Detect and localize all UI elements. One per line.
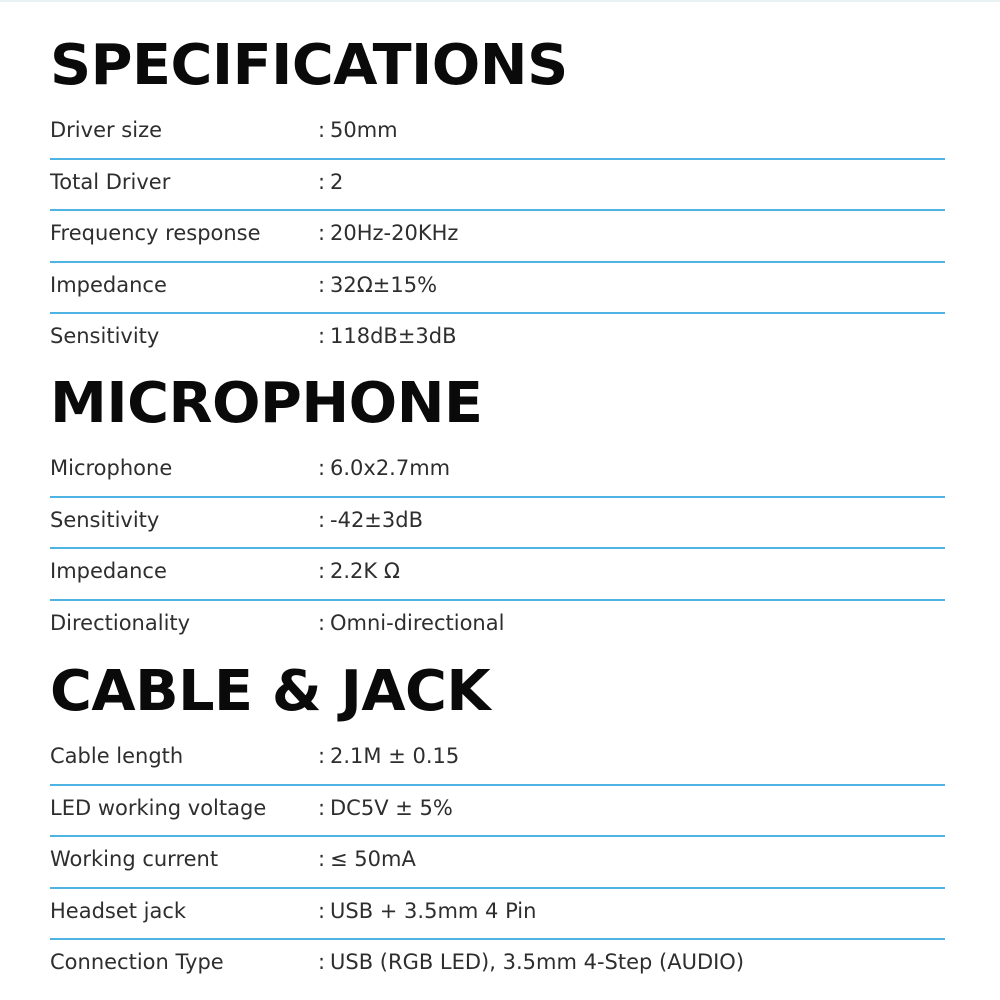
- top-divider: [0, 0, 1000, 2]
- spec-value: 2: [330, 169, 344, 194]
- spec-list: [50, 108, 945, 364]
- spec-row-mic-sensitivity: [50, 498, 945, 550]
- spec-list: [50, 734, 945, 990]
- spec-value: -42±3dB: [330, 507, 423, 532]
- section-title-cable-jack: CABLE & JACK: [50, 659, 491, 724]
- spec-separator: :: [318, 898, 326, 923]
- spec-separator: :: [318, 118, 326, 142]
- spec-row-directionality: [50, 601, 945, 651]
- spec-value: DC5V ± 5%: [330, 795, 453, 820]
- spec-label: Total Driver: [50, 169, 171, 194]
- spec-separator: :: [318, 847, 326, 871]
- spec-separator: :: [318, 744, 326, 768]
- spec-separator: :: [318, 456, 326, 480]
- spec-separator: :: [318, 559, 326, 583]
- section-title-microphone: MICROPHONE: [50, 371, 483, 436]
- spec-value: USB + 3.5mm 4 Pin: [330, 898, 537, 923]
- spec-row-total-driver: [50, 160, 945, 212]
- spec-value: ≤ 50mA: [330, 847, 416, 871]
- spec-row-sensitivity: [50, 314, 945, 364]
- section-title-specifications: SPECIFICATIONS: [50, 33, 568, 98]
- spec-row-working-current: [50, 837, 945, 889]
- spec-separator: :: [318, 795, 326, 820]
- spec-separator: :: [318, 169, 326, 194]
- spec-label: Microphone: [50, 456, 173, 480]
- spec-label: Driver size: [50, 118, 163, 142]
- spec-separator: :: [318, 507, 326, 532]
- spec-separator: :: [318, 272, 326, 297]
- spec-label: Working current: [50, 847, 219, 871]
- spec-row-led-voltage: [50, 786, 945, 838]
- spec-label: Sensitivity: [50, 324, 160, 348]
- spec-value: 2.1M ± 0.15: [330, 744, 460, 768]
- spec-value: Omni-directional: [330, 610, 505, 635]
- spec-separator: :: [318, 324, 326, 348]
- spec-label: Connection Type: [50, 950, 224, 974]
- spec-separator: :: [318, 610, 326, 635]
- spec-value: 6.0x2.7mm: [330, 456, 451, 480]
- spec-row-impedance: [50, 263, 945, 315]
- spec-list: [50, 446, 945, 650]
- spec-row-headset-jack: [50, 889, 945, 941]
- spec-value: 20Hz-20KHz: [330, 221, 459, 245]
- spec-label: LED working voltage: [50, 795, 267, 820]
- spec-separator: :: [318, 950, 326, 974]
- spec-value: 50mm: [330, 118, 398, 142]
- spec-row-driver-size: [50, 108, 945, 160]
- spec-label: Headset jack: [50, 898, 187, 923]
- spec-value: 2.2K Ω: [330, 559, 400, 583]
- spec-label: Impedance: [50, 272, 167, 297]
- spec-value: 118dB±3dB: [330, 324, 457, 348]
- spec-value: 32Ω±15%: [330, 272, 438, 297]
- spec-separator: :: [318, 221, 326, 245]
- cable-jack-section: [50, 659, 945, 990]
- microphone-section: [50, 371, 945, 650]
- spec-row-mic-impedance: [50, 549, 945, 601]
- spec-label: Directionality: [50, 610, 191, 635]
- spec-label: Cable length: [50, 744, 184, 768]
- spec-label: Impedance: [50, 559, 167, 583]
- spec-row-cable-length: [50, 734, 945, 786]
- spec-row-connection-type: [50, 940, 945, 990]
- spec-label: Sensitivity: [50, 507, 160, 532]
- spec-row-microphone: [50, 446, 945, 498]
- spec-row-frequency-response: [50, 211, 945, 263]
- specifications-section: [50, 33, 945, 364]
- spec-label: Frequency response: [50, 221, 261, 245]
- spec-value: USB (RGB LED), 3.5mm 4-Step (AUDIO): [330, 950, 745, 974]
